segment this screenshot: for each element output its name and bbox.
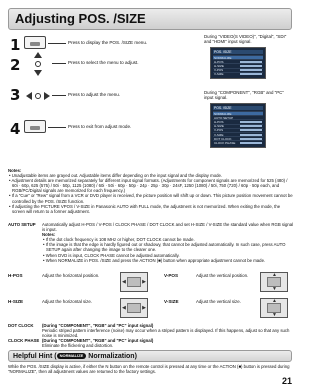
auto-setup-note: • If the dot clock frequency is 108 MHz or higher, DOT CLOCK cannot be made. — [43, 237, 195, 243]
dot-clock-section — [8, 323, 294, 338]
auto-setup-section — [8, 222, 294, 263]
up-arrow-icon: ▲ — [272, 272, 277, 278]
step-4-text: Press to exit from adjust mode. — [68, 124, 132, 129]
auto-setup-note: • When NORMALIZE in POS. /SIZE and press the ACTION (■) button when appropriate adjustment cannot be made. — [43, 257, 266, 263]
auto-setup-text: Automatically adjust H-POS / V-POS / CLOCK PHASE / DOT CLOCK and set H-SIZE / V-SIZE the standard value when RGB signal is input. — [42, 222, 294, 233]
up-down-arrow-icon — [26, 52, 50, 76]
v-size-label: V-SIZE — [164, 299, 179, 304]
step-4-number: 4 — [10, 120, 21, 138]
helpful-hint-title: Helpful Hint — [13, 353, 53, 360]
clock-phase-heading: (During "COMPONENT", "RGB" and "PC" input signal) — [42, 338, 154, 343]
down-arrow-icon: ▼ — [272, 286, 277, 292]
left-arrow-icon: ◀ — [122, 279, 126, 285]
left-right-arrow-icon — [26, 84, 50, 108]
osd-row: V-SIZE — [213, 132, 263, 136]
v-size-diagram — [260, 298, 288, 318]
osd-row: H-POS — [213, 119, 263, 123]
helpful-hint-text: While the POS. /SIZE display is active, if either the N button on the remote control is pressed at any time or the ACTION (■) button is pressed during "NORMALIZE", then all adjustment values are returned to the factory settings. — [8, 364, 290, 375]
osd-row: CLOCK PHASE — [213, 140, 263, 144]
auto-setup-term: AUTO SETUP — [8, 222, 36, 227]
osd-row: V-SIZE — [213, 72, 263, 76]
step-1-text: Press to display the POS. /SIZE menu. — [68, 40, 148, 45]
v-pos-diagram — [260, 272, 288, 292]
clock-phase-section — [8, 338, 294, 348]
osd-menu-component — [210, 103, 266, 148]
helpful-hint-bar: Helpful Hint ( NORMALIZE Normalization) — [8, 350, 292, 362]
step-2-number: 2 — [10, 56, 21, 74]
page-number: 21 — [281, 376, 292, 386]
note-item: • Adjustment details are memorized separately for different input signal formats. (Adjustments for component signals are memorized for 525 (480) / 60i · 60p, 625 (575) / 50i · 50p, 1125 (1080) / 60i · 50i · 60p · 50p · 24p · 25p · 30p · 24sF, 1250 (1080) / 50i, 750 (720) / 60p · 50p each, and RGB/PC/Digital signals are memorized for each frequency.) — [9, 178, 288, 194]
auto-setup-notes-label: Notes: — [42, 232, 56, 238]
clock-phase-text: Eliminate the flickering and distortion. — [42, 343, 114, 349]
auto-setup-note: • When DVD is input, CLOCK PHASE cannot be adjusted automatically. — [43, 252, 180, 258]
step-3-text: Press to adjust the menu. — [68, 92, 121, 97]
osd-row: DOT CLOCK — [213, 136, 263, 140]
dot-clock-term: DOT CLOCK — [8, 323, 34, 328]
osd-header: POS. /SIZE — [213, 50, 263, 54]
step-2-text: Press to select the menu to adjust. — [68, 60, 139, 65]
step-3-number: 3 — [10, 86, 21, 104]
page-title-bar — [8, 8, 292, 30]
osd-menu-video — [210, 47, 266, 79]
dot-clock-text: Periodic striped pattern interference (noise) may occur when a striped pattern is displayed. If this happens, adjust so that any such noise is minimized. — [42, 328, 290, 339]
video-signal-note: During "VIDEO(S VIDEO)", "Digital", "SDI" and "HDMI" input signal. — [204, 34, 287, 45]
osd-row: NORMALIZE — [213, 111, 263, 115]
osd-row: AUTO SETUP — [213, 115, 263, 119]
v-pos-text: Adjust the vertical position. — [196, 273, 249, 278]
v-size-text: Adjust the vertical size. — [196, 299, 241, 304]
component-signal-note: During "COMPONENT", "RGB" and "PC" input signal. — [204, 90, 284, 101]
note-item: • If adjusting the PICTURE VPOS / V-SIZE in Panasonic AUTO with FULL mode, the adjustment is not memorized. When exiting the mode, the screen will return to a former adjustment. — [9, 203, 281, 214]
v-pos-label: V-POS — [164, 273, 179, 278]
pos-size-key-icon — [24, 36, 46, 49]
left-arrow-icon: ◀ — [122, 305, 126, 311]
h-pos-diagram — [120, 272, 148, 292]
step-1-leader — [48, 43, 66, 44]
h-pos-label: H-POS — [8, 273, 23, 278]
note-item: • Unadjustable items are grayed out. Adjustable items differ depending on the input signal and the display mode. — [9, 173, 223, 179]
osd-row: V-POS — [213, 68, 263, 72]
notes-label: Notes: — [8, 168, 22, 173]
h-size-text: Adjust the horizontal size. — [42, 299, 93, 304]
page-title: Adjusting POS. /SIZE — [15, 11, 146, 26]
helpful-hint-suffix: Normalization) — [88, 353, 137, 360]
right-arrow-icon: ▶ — [142, 305, 146, 311]
osd-row: H-SIZE — [213, 63, 263, 67]
step-4-leader — [48, 127, 66, 128]
auto-setup-note: • If the image is that the edge is hardly figured out or shadowy, that cannot be adjusted automatically. In such case, press AUTO SETUP again after changing the image to the clearer one. — [43, 242, 286, 253]
clock-phase-term: CLOCK PHASE — [8, 338, 40, 343]
down-arrow-icon: ▼ — [272, 312, 277, 318]
osd-row: H-SIZE — [213, 124, 263, 128]
notes-block — [8, 168, 294, 214]
step-3-leader — [52, 95, 66, 96]
normalize-button-icon: NORMALIZE — [57, 353, 87, 359]
h-pos-text: Adjust the horizontal position. — [42, 273, 100, 278]
osd-row: NORMALIZE — [213, 55, 263, 59]
osd-row: H-POS — [213, 59, 263, 63]
up-arrow-icon: ▲ — [272, 298, 277, 304]
right-arrow-icon: ▶ — [142, 279, 146, 285]
step-1-number: 1 — [10, 36, 21, 54]
osd-row: V-POS — [213, 128, 263, 132]
osd-header: POS. /SIZE — [213, 106, 263, 110]
h-size-diagram — [120, 298, 148, 318]
dot-clock-heading: (During "COMPONENT", "RGB" and "PC" input signal) — [42, 323, 154, 328]
step-2-leader — [52, 63, 66, 64]
note-item: • If a "Cue" or "Rew" signal from a VCR or DVD player is received, the picture position will shift up or down. This picture position movement cannot be controlled by the POS. /SIZE function. — [9, 193, 293, 204]
h-size-label: H-SIZE — [8, 299, 24, 304]
pos-size-key-icon — [24, 120, 46, 133]
